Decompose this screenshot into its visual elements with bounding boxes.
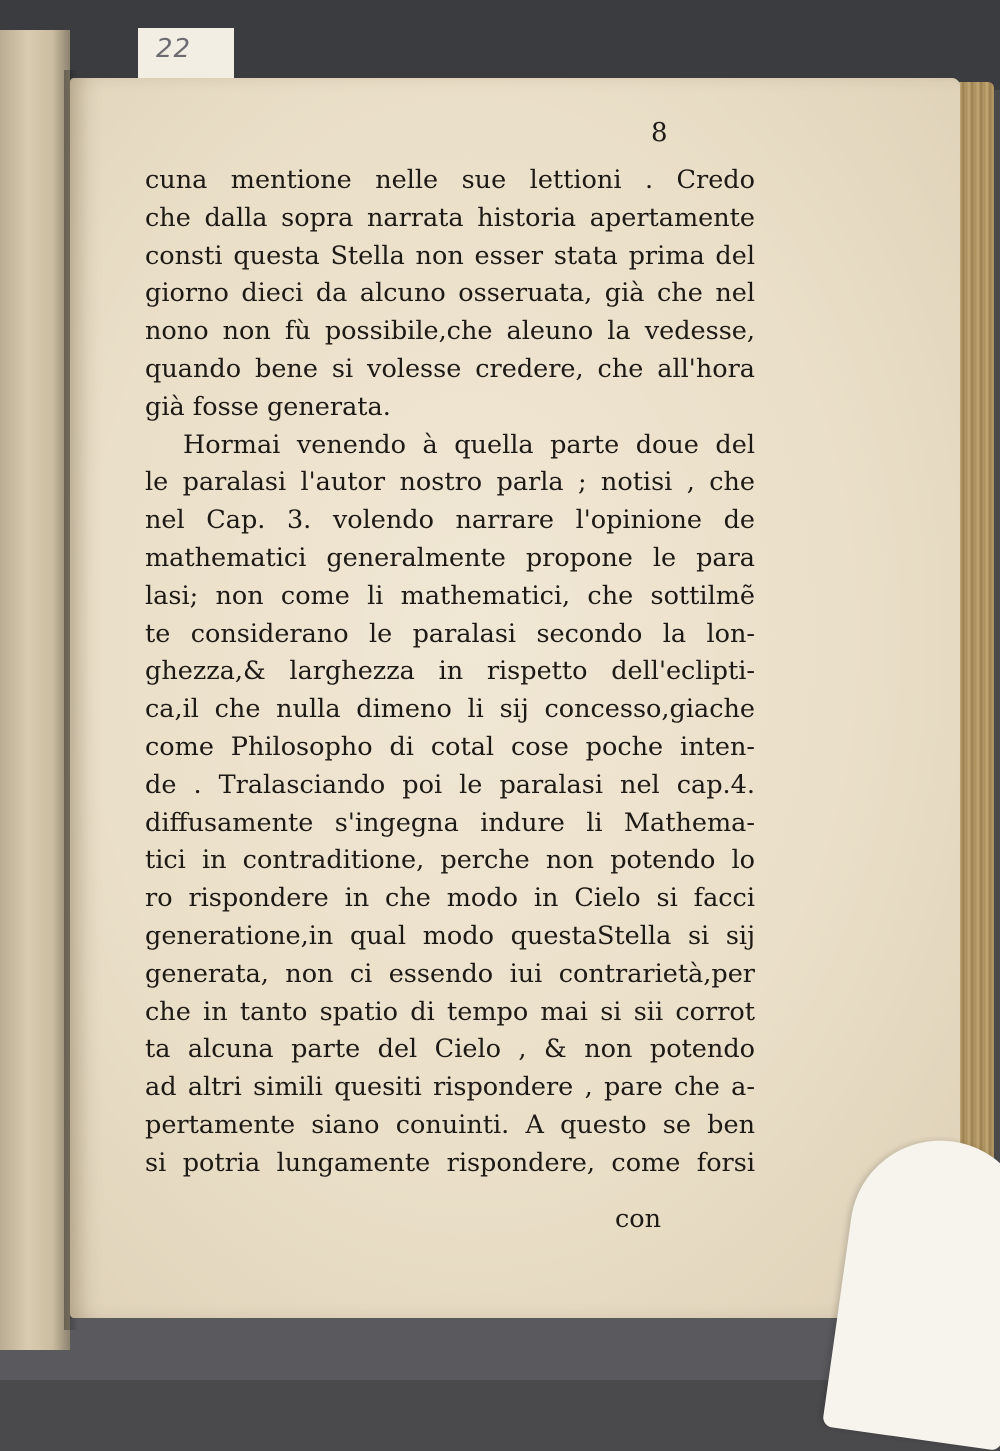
text-line: mathematici generalmente propone le para — [145, 542, 755, 573]
text-line: generata, non ci essendo iui contrarietà,per — [145, 958, 755, 989]
text-line: cuna mentione nelle sue lettioni . Credo — [145, 165, 755, 195]
text-line: ad altri simili quesiti rispondere , pare che a- — [145, 1072, 755, 1103]
text-line: che in tanto spatio di tempo mai si sii corrot — [145, 996, 755, 1027]
text-line: già fosse generata. — [145, 391, 391, 422]
catchword: con — [615, 1204, 662, 1234]
text-line: nel Cap. 3. volendo narrare l'opinione de — [145, 505, 755, 536]
facing-page-edge — [0, 30, 70, 1350]
text-line: ta alcuna parte del Cielo , & non potendo — [145, 1034, 755, 1065]
text-line: generatione,in qual modo questaStella si sij — [145, 920, 755, 951]
text-line: lasi; non come li mathematici, che sottilmẽ — [145, 580, 755, 611]
page-number: 8 — [651, 118, 668, 148]
tab-label: 22 — [156, 34, 192, 64]
text-line: come Philosopho di cotal cose poche inten- — [145, 731, 755, 762]
text-line: de . Tralasciando poi le paralasi nel cap.4. — [145, 769, 755, 800]
page-body-text — [145, 162, 755, 1183]
text-line: consti questa Stella non esser stata prima del — [145, 240, 755, 271]
text-line: tici in contraditione, perche non potendo lo — [145, 845, 755, 876]
text-line: ghezza,& larghezza in rispetto dell'eclipti- — [145, 656, 755, 687]
text-line: pertamente siano conuinti. A questo se ben — [145, 1109, 755, 1140]
text-line: te considerano le paralasi secondo la lon- — [145, 618, 755, 649]
archive-tab — [138, 28, 234, 78]
text-line: si potria lungamente rispondere, come forsi — [145, 1147, 755, 1178]
text-line: le paralasi l'autor nostro parla ; notisi , che — [145, 467, 755, 498]
text-line: nono non fù possibile,che aleuno la vedesse, — [145, 316, 755, 347]
text-line: ro rispondere in che modo in Cielo si facci — [145, 883, 755, 914]
text-line: diffusamente s'ingegna indure li Mathema- — [145, 807, 755, 838]
text-line: quando bene si volesse credere, che all'hora — [145, 353, 755, 384]
paragraph-start-line: Hormai venendo à quella parte doue del — [183, 429, 755, 460]
text-line: ca,il che nulla dimeno li sij concesso,giache — [145, 694, 755, 725]
text-line: giorno dieci da alcuno osseruata, già che nel — [145, 278, 755, 309]
text-line: che dalla sopra narrata historia apertamente — [145, 202, 755, 233]
